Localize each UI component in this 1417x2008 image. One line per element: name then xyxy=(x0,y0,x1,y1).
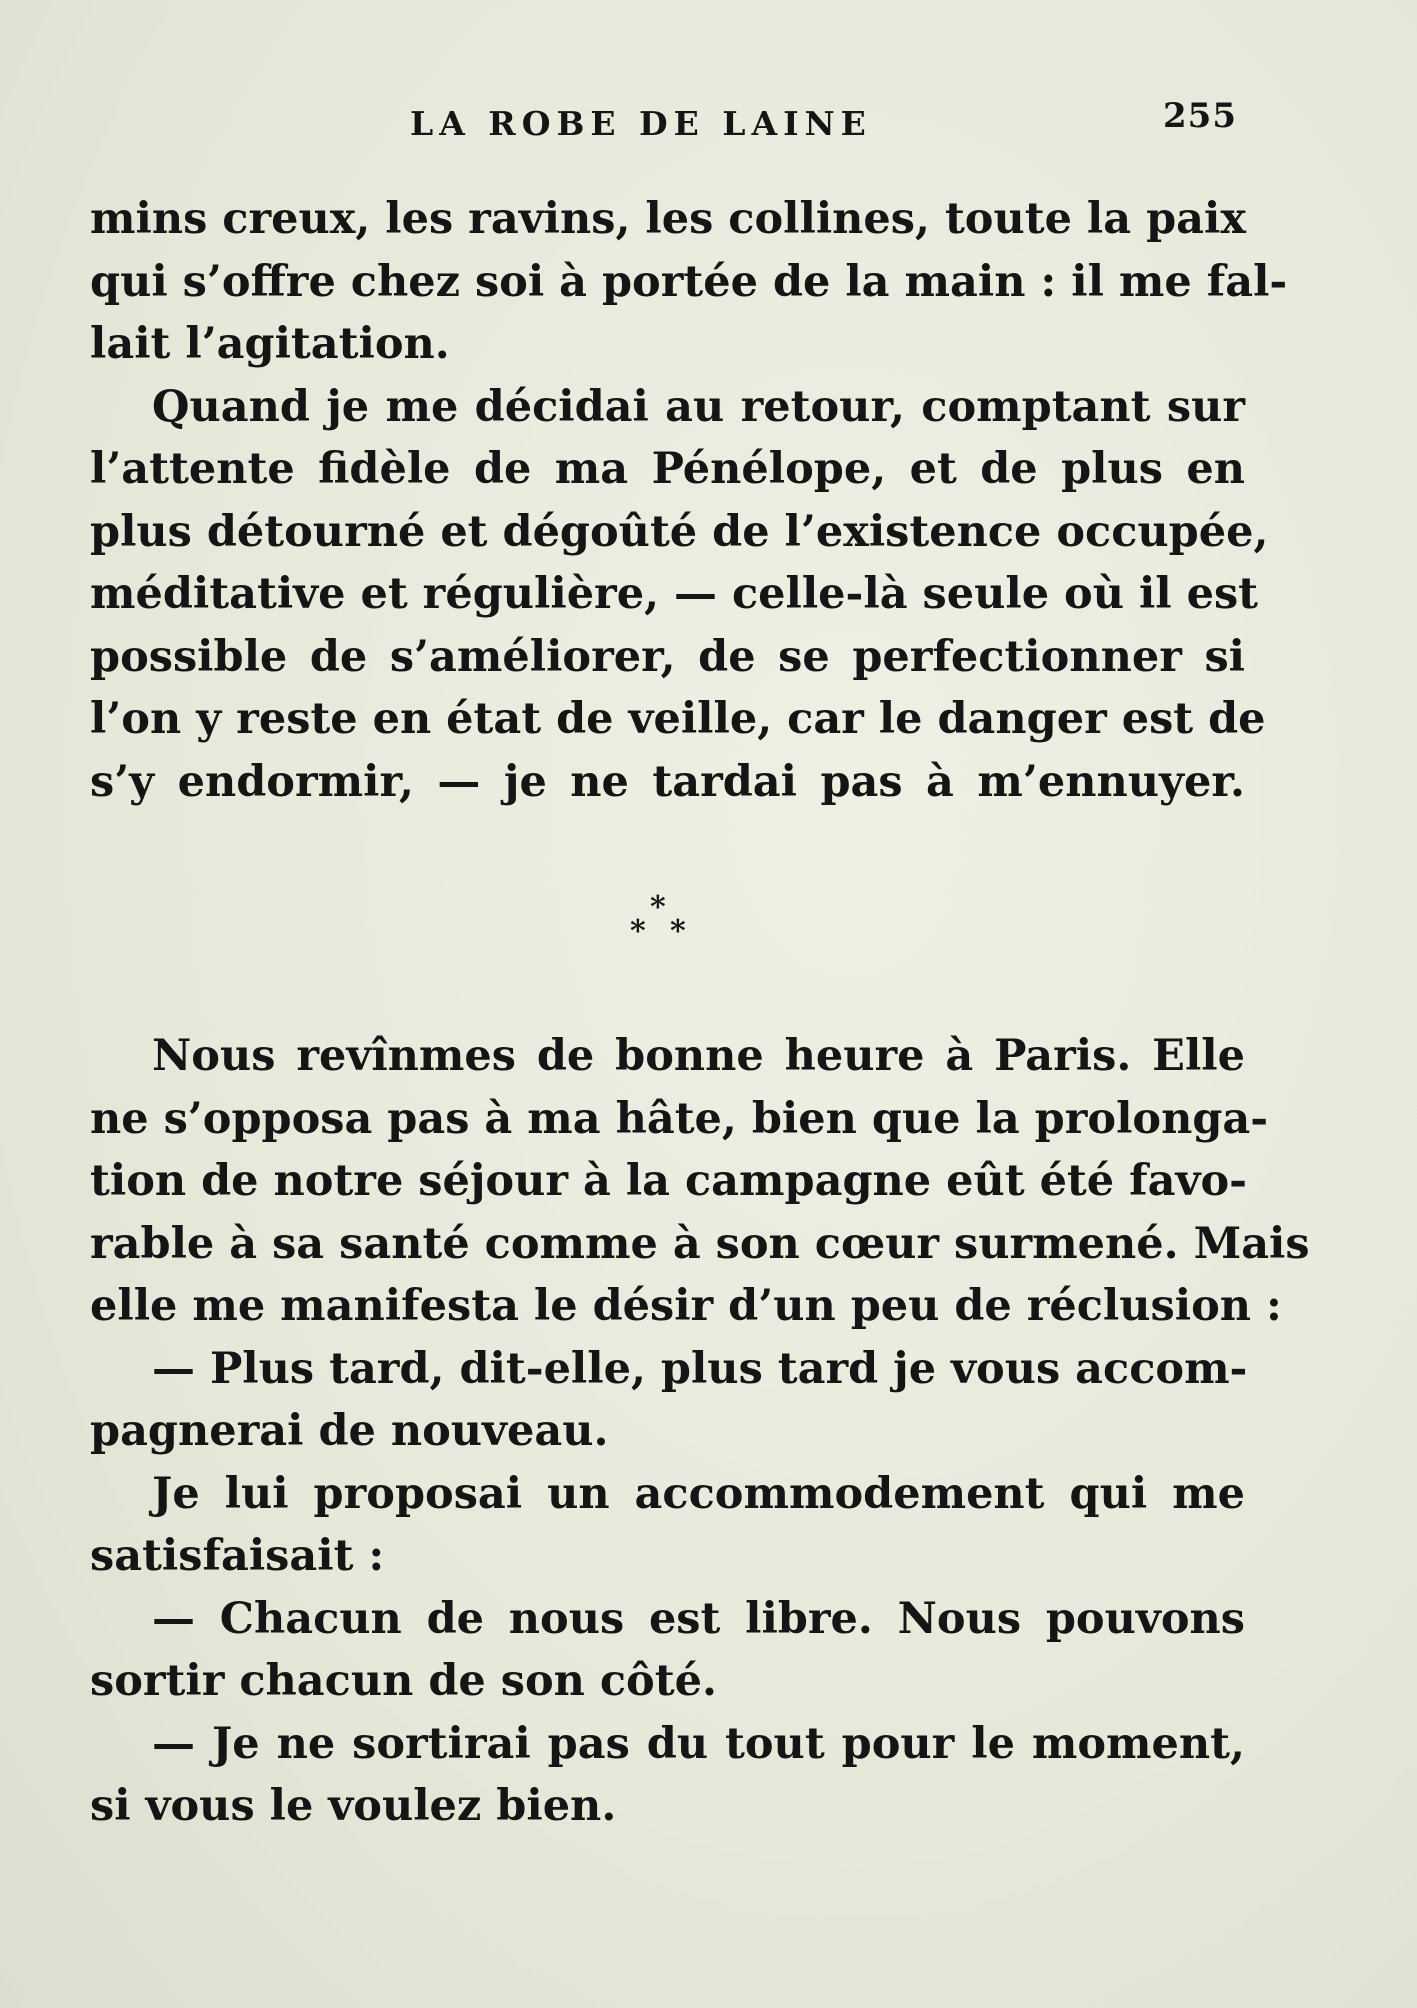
text-line: — Plus tard, dit-elle, plus tard je vous accom- xyxy=(152,1343,1248,1394)
text-block-1 xyxy=(90,188,1288,813)
text-line: mins creux, les ravins, les collines, toute la paix xyxy=(90,194,1247,244)
asterism-star: * xyxy=(650,890,666,925)
text-line: l’on y reste en état de veille, car le danger est de xyxy=(90,694,1266,744)
text-line: qui s’offre chez soi à portée de la main : il me fal- xyxy=(90,256,1288,307)
text-line: si vous le voulez bien. xyxy=(90,1781,617,1831)
asterism-star: * xyxy=(630,914,646,949)
text-line: Nous revînmes de bonne heure à Paris. Elle xyxy=(152,1031,1245,1081)
text-line: ne s’opposa pas à ma hâte, bien que la prolonga- xyxy=(90,1093,1269,1144)
text-line: s’y endormir, — je ne tardai pas à m’ennuyer. xyxy=(90,756,1245,807)
text-line: — Chacun de nous est libre. Nous pouvons xyxy=(152,1593,1245,1644)
text-line: — Je ne sortirai pas du tout pour le moment, xyxy=(152,1718,1245,1769)
running-title: LA ROBE DE LAINE xyxy=(410,104,872,143)
section-break-ornament xyxy=(620,890,710,960)
text-line: pagnerai de nouveau. xyxy=(90,1406,609,1456)
text-line: plus détourné et dégoûté de l’existence occupée, xyxy=(90,506,1269,557)
text-line: sortir chacun de son côté. xyxy=(90,1656,717,1706)
text-line: elle me manifesta le désir d’un peu de réclusion : xyxy=(90,1281,1282,1331)
page-number: 255 xyxy=(1163,96,1237,136)
text-block-2 xyxy=(90,1025,1310,1838)
text-line: l’attente fidèle de ma Pénélope, et de plus en xyxy=(90,444,1245,494)
asterism-star: * xyxy=(670,914,686,949)
text-line: lait l’agitation. xyxy=(90,319,450,369)
text-line: Je lui proposai un accommodement qui me xyxy=(152,1468,1245,1519)
text-line: satisfaisait : xyxy=(90,1531,385,1581)
text-line: rable à sa santé comme à son cœur surmené. Mais xyxy=(90,1218,1310,1269)
text-line: Quand je me décidai au retour, comptant sur xyxy=(152,381,1245,432)
text-line: méditative et régulière, — celle-là seule où il est xyxy=(90,569,1259,619)
text-line: tion de notre séjour à la campagne eût été favo- xyxy=(90,1156,1247,1206)
text-line: possible de s’améliorer, de se perfectionner si xyxy=(90,631,1245,682)
